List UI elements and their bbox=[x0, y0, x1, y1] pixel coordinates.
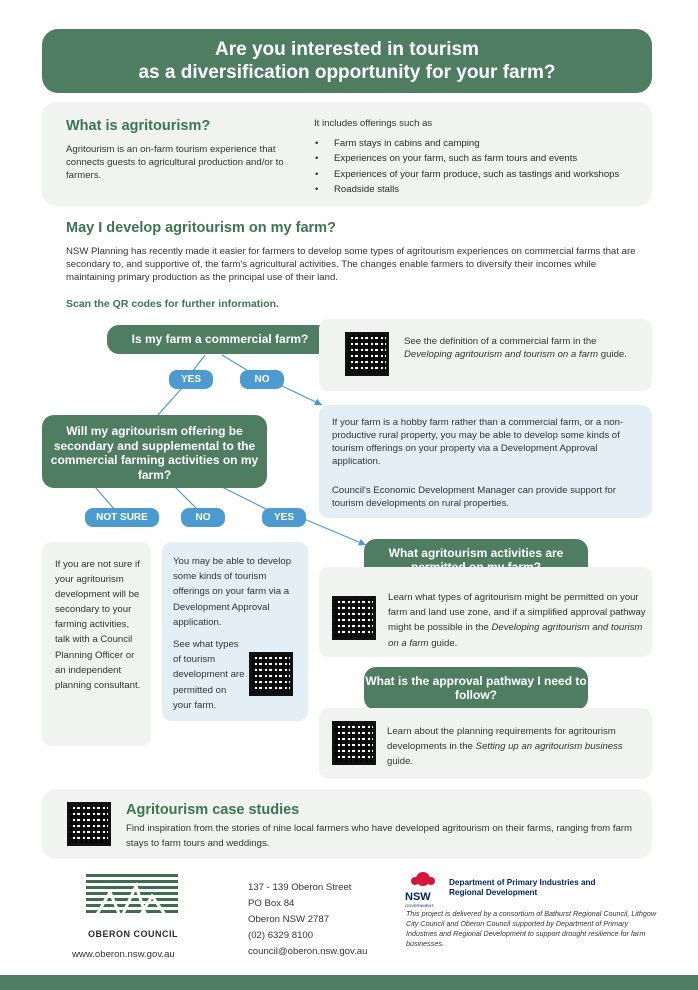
connector-to-hobby bbox=[280, 385, 322, 405]
q1-info-text: See the definition of a commercial farm in the Developing agritourism and tourism on a farm guide. bbox=[404, 336, 627, 360]
address-line: Oberon NSW 2787 bbox=[248, 914, 330, 925]
header-line-2: as a diversification opportunity for your farm? bbox=[138, 62, 556, 83]
council-address bbox=[248, 880, 367, 960]
may-i-title: May I develop agritourism on my farm? bbox=[66, 220, 336, 236]
case-studies-body: Find inspiration from the stories of nine local farmers who have developed agritourism on their farms, ranging from farm stays to farm tours and weddings. bbox=[126, 823, 633, 849]
question-permitted-activities: What agritourism activities are bbox=[364, 539, 588, 582]
qr-code-icon[interactable] bbox=[67, 802, 111, 846]
hobby-farm-support: Council's Economic Development Manager can provide support for tourism developments on rural properties. bbox=[332, 485, 616, 509]
council-name: OBERON COUNCIL bbox=[88, 929, 178, 939]
nsw-logo bbox=[405, 869, 441, 908]
yes-pill: YES bbox=[169, 370, 213, 389]
qr-code-icon[interactable] bbox=[332, 596, 376, 640]
waratah-icon bbox=[405, 869, 441, 887]
question-approval-pathway: What is the approval pathway I need to follow? bbox=[364, 667, 588, 710]
department-name: Department of Primary Industries and Regional Development bbox=[449, 878, 596, 897]
includes-intro: It includes offerings such as bbox=[314, 118, 433, 129]
address-line: 137 - 139 Oberon Street bbox=[248, 882, 352, 893]
connector-yes-to-q2 bbox=[158, 388, 182, 415]
qr-code-icon[interactable] bbox=[345, 332, 389, 376]
header-line-1: Are you interested in tourism bbox=[215, 39, 479, 60]
address-line: PO Box 84 bbox=[248, 898, 295, 909]
qr-code-icon[interactable] bbox=[332, 721, 376, 765]
case-studies-title: Agritourism case studies bbox=[126, 802, 300, 818]
connector-q2-notsure bbox=[95, 487, 115, 510]
not-sure-text: If you are not sure if your agritourism development will be secondary to your farming activities, talk with a Council Planning Officer or an independent planning consultant. bbox=[55, 559, 141, 691]
no-card-text: You may be able to develop some kinds of tourism offerings on your farm via a Development Approval application. bbox=[173, 556, 292, 628]
list-item: • Farm stays in cabins and camping bbox=[313, 136, 658, 151]
nsw-government: GOVERNMENT bbox=[405, 903, 434, 908]
oberon-council-logo bbox=[86, 872, 178, 918]
connector-q2-no bbox=[175, 487, 198, 510]
list-item: • Roadside stalls bbox=[313, 182, 658, 197]
list-item: • Experiences of your farm produce, such as tastings and workshops bbox=[313, 167, 658, 182]
connector-q2-yes bbox=[222, 487, 268, 510]
list-item: • Experiences on your farm, such as farm tours and events bbox=[313, 151, 658, 166]
nsw-wordmark: NSW bbox=[405, 891, 431, 903]
no-pill: NO bbox=[240, 370, 284, 389]
scan-note: Scan the QR codes for further information. bbox=[66, 298, 279, 310]
connector-to-q3 bbox=[304, 519, 366, 545]
qr-code-icon[interactable] bbox=[249, 652, 293, 696]
no-card-link-text: See what types of tourism development are permitted on your farm. bbox=[173, 639, 245, 711]
no-pill: NO bbox=[181, 508, 225, 527]
what-is-body: Agritourism is an on-farm tourism experience that connects guests to agricultural production and/or to farmers. bbox=[66, 144, 284, 181]
phone[interactable]: (02) 6329 8100 bbox=[248, 930, 314, 941]
footer-disclaimer: This project is delivered by a consortium of Bathurst Regional Council, Lithgow City Council and Oberon Council supported by Department of Primary Industries and Regional Development to support drought resilience for farm businesses. bbox=[406, 909, 657, 948]
q3-info-text: Learn what types of agritourism might be permitted on your farm and land use zone, and if a simplified approval pathway might be possible in the Developing agritourism and tourism on a farm guide. bbox=[388, 592, 646, 649]
q4-info-text: Learn about the planning requirements for agritourism developments in the Setting up an agritourism business guide. bbox=[387, 726, 623, 768]
bottom-bar bbox=[0, 975, 698, 990]
question-secondary: Will my agritourism offering be secondary and supplemental to the commercial farming activities on my farm? bbox=[42, 415, 267, 488]
not-sure-pill: NOT SURE bbox=[85, 508, 159, 527]
may-i-body: NSW Planning has recently made it easier for farmers to develop some types of agritourism experiences on commercial farms that are secondary to, and supportive of, the farm's agricultural activities. The changes enable farmers to diversify their incomes while maintaining primary production as the principal use of their land. bbox=[66, 246, 636, 283]
what-is-title: What is agritourism? bbox=[66, 118, 211, 134]
question-commercial-farm: Is my farm a commercial farm? bbox=[107, 325, 333, 354]
council-website[interactable]: www.oberon.nsw.gov.au bbox=[72, 949, 175, 960]
email[interactable]: council@oberon.nsw.gov.au bbox=[248, 946, 368, 957]
yes-pill: YES bbox=[262, 508, 306, 527]
hobby-farm-text: If your farm is a hobby farm rather than a commercial farm, or a non-productive rural property, you may be able to develop some kinds of tourism offerings on your property via a Development Approval application. bbox=[332, 417, 624, 467]
